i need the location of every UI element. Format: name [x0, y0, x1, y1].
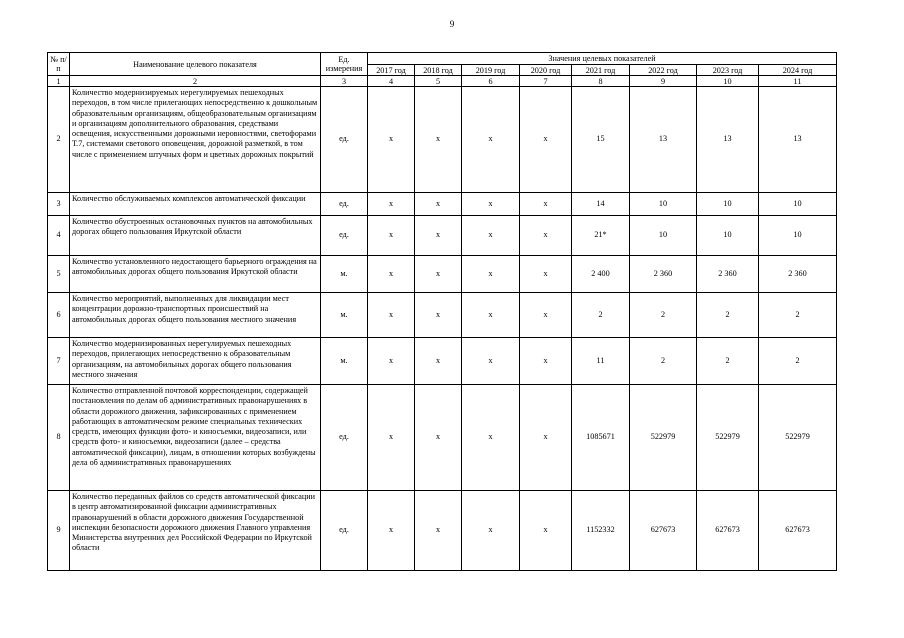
column-number: 4	[368, 76, 415, 87]
column-number: 10	[697, 76, 759, 87]
header-year: 2022 год	[630, 65, 697, 76]
row-num: 5	[48, 256, 70, 293]
value-cell: 2	[759, 293, 837, 338]
value-cell: 627673	[759, 491, 837, 571]
indicator-name: Количество модернизируемых нерегулируемых пешеходных переходов, в том числе прилегающих непосредственно к дошкольным образовательным организациям, общеобразовательным организациям и организациям дополнительного образования, средствами освещения, искусственными дорожными неровностями, светофорами Т.7, системами светового оповещения, дорожной разметкой, в том числе с применением штучных форм и цветных дорожных покрытий	[70, 87, 321, 193]
column-number: 11	[759, 76, 837, 87]
value-cell: x	[462, 216, 520, 256]
indicator-unit: м.	[321, 338, 368, 385]
value-cell: x	[368, 385, 415, 491]
indicator-unit: м.	[321, 256, 368, 293]
value-cell: x	[520, 256, 572, 293]
value-cell: x	[368, 293, 415, 338]
value-cell: 10	[697, 216, 759, 256]
header-year: 2017 год	[368, 65, 415, 76]
value-cell: x	[415, 216, 462, 256]
value-cell: x	[462, 385, 520, 491]
column-number: 6	[462, 76, 520, 87]
indicator-unit: ед.	[321, 193, 368, 216]
row-num: 6	[48, 293, 70, 338]
row-num: 2	[48, 87, 70, 193]
value-cell: x	[415, 193, 462, 216]
value-cell: 522979	[759, 385, 837, 491]
value-cell: 522979	[697, 385, 759, 491]
row-num: 4	[48, 216, 70, 256]
table-row	[48, 293, 837, 338]
column-number: 5	[415, 76, 462, 87]
value-cell: 10	[697, 193, 759, 216]
indicator-unit: ед.	[321, 216, 368, 256]
column-number: 3	[321, 76, 368, 87]
value-cell: x	[368, 193, 415, 216]
value-cell: x	[520, 491, 572, 571]
value-cell: x	[415, 385, 462, 491]
indicator-name: Количество обслуживаемых комплексов автоматической фиксации	[70, 193, 321, 216]
value-cell: 10	[759, 216, 837, 256]
row-num: 3	[48, 193, 70, 216]
value-cell: 627673	[630, 491, 697, 571]
value-cell: 2 360	[630, 256, 697, 293]
value-cell: x	[415, 338, 462, 385]
table-row	[48, 193, 837, 216]
page-number: 9	[449, 19, 455, 29]
value-cell: x	[368, 491, 415, 571]
value-cell: x	[415, 293, 462, 338]
value-cell: x	[415, 87, 462, 193]
value-cell: 14	[572, 193, 630, 216]
value-cell: x	[520, 385, 572, 491]
value-cell: 15	[572, 87, 630, 193]
value-cell: 13	[759, 87, 837, 193]
column-number: 1	[48, 76, 70, 87]
table-row	[48, 216, 837, 256]
value-cell: x	[462, 338, 520, 385]
header-values: Значения целевых показателей	[368, 53, 837, 65]
value-cell: 2	[759, 338, 837, 385]
value-cell: 21*	[572, 216, 630, 256]
table-row	[48, 491, 837, 571]
value-cell: x	[415, 491, 462, 571]
value-cell: 2 360	[759, 256, 837, 293]
header-year: 2021 год	[572, 65, 630, 76]
value-cell: x	[462, 293, 520, 338]
indicator-name: Количество модернизированных нерегулируемых пешеходных переходов, прилегающих непосредственно к образовательным организациям, на автомобильных дорогах общего пользования местного значения	[70, 338, 321, 385]
value-cell: x	[368, 87, 415, 193]
indicator-name: Количество обустроенных остановочных пунктов на автомобильных дорогах общего пользования Иркутской области	[70, 216, 321, 256]
column-number: 9	[630, 76, 697, 87]
value-cell: 1085671	[572, 385, 630, 491]
indicator-unit: ед.	[321, 385, 368, 491]
value-cell: 2 400	[572, 256, 630, 293]
target-indicators-table	[47, 52, 837, 571]
indicator-name: Количество отправленной почтовой корреспонденции, содержащей постановления по делам об административных правонарушениях в области дорожного движения, зафиксированных с применением работающих в автоматическом режиме специальных технических средств, имеющих функции фото- и киносъемки, видеозаписи, или средств фото- и киносъемки, видеозаписи (далее – средства автоматической фиксации), лицам, в отношении которых возбуждены дела об административных правонарушениях	[70, 385, 321, 491]
value-cell: 10	[759, 193, 837, 216]
column-number: 8	[572, 76, 630, 87]
value-cell: x	[368, 256, 415, 293]
value-cell: 2	[630, 338, 697, 385]
value-cell: 2	[697, 338, 759, 385]
value-cell: 1152332	[572, 491, 630, 571]
value-cell: 2	[572, 293, 630, 338]
value-cell: 10	[630, 216, 697, 256]
value-cell: x	[415, 256, 462, 293]
value-cell: x	[368, 338, 415, 385]
row-num: 7	[48, 338, 70, 385]
column-number: 7	[520, 76, 572, 87]
header-year: 2023 год	[697, 65, 759, 76]
indicator-unit: ед.	[321, 491, 368, 571]
indicator-name: Количество переданных файлов со средств автоматической фиксации в центр автоматизированной фиксации административных правонарушений в области дорожного движения Государственной инспекции безопасности дорожного движения Главного управления Министерства внутренних дел Российской Федерации по Иркутской области	[70, 491, 321, 571]
header-year: 2018 год	[415, 65, 462, 76]
header-year: 2024 год	[759, 65, 837, 76]
value-cell: 2	[630, 293, 697, 338]
header-year: 2019 год	[462, 65, 520, 76]
value-cell: x	[520, 216, 572, 256]
value-cell: x	[462, 87, 520, 193]
indicator-unit: м.	[321, 293, 368, 338]
header-unit: Ед. измерения	[321, 53, 368, 76]
table-row	[48, 385, 837, 491]
value-cell: 11	[572, 338, 630, 385]
table-row	[48, 87, 837, 193]
column-number: 2	[70, 76, 321, 87]
row-num: 8	[48, 385, 70, 491]
value-cell: x	[462, 491, 520, 571]
value-cell: x	[520, 293, 572, 338]
header-name: Наименование целевого показателя	[70, 53, 321, 76]
indicator-name: Количество мероприятий, выполненных для ликвидации мест концентрации дорожно-транспортных происшествий на автомобильных дорогах общего пользования местного значения	[70, 293, 321, 338]
value-cell: 13	[630, 87, 697, 193]
value-cell: x	[462, 193, 520, 216]
table-row	[48, 256, 837, 293]
value-cell: 627673	[697, 491, 759, 571]
value-cell: x	[462, 256, 520, 293]
value-cell: x	[368, 216, 415, 256]
value-cell: 2 360	[697, 256, 759, 293]
value-cell: 10	[630, 193, 697, 216]
header-year: 2020 год	[520, 65, 572, 76]
header-num: № п/п	[48, 53, 70, 76]
indicator-unit: ед.	[321, 87, 368, 193]
table-row	[48, 338, 837, 385]
value-cell: 522979	[630, 385, 697, 491]
row-num: 9	[48, 491, 70, 571]
value-cell: x	[520, 87, 572, 193]
indicator-name: Количество установленного недостающего барьерного ограждения на автомобильных дорогах общего пользования Иркутской области	[70, 256, 321, 293]
value-cell: x	[520, 338, 572, 385]
value-cell: x	[520, 193, 572, 216]
value-cell: 2	[697, 293, 759, 338]
value-cell: 13	[697, 87, 759, 193]
